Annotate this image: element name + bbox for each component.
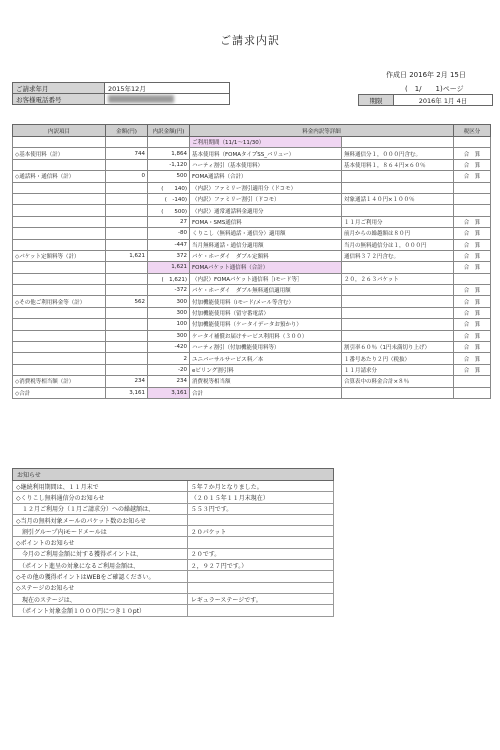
cell-detail: 割引率６０％（1円未満切り上げ） <box>342 342 454 353</box>
cell-detail <box>342 307 454 318</box>
cell-name: ハーティ割引（基本使用料） <box>190 159 342 170</box>
cell-item: ◇パケット定額料等（計） <box>13 250 106 261</box>
col-tax: 税区分 <box>454 125 491 137</box>
notice-value <box>187 514 333 525</box>
cell-name: くりこし（無料通話・通信分）適用額 <box>190 228 342 239</box>
cell-name: FOMA・SMS通信料 <box>190 216 342 227</box>
cell-detail: 合算表中の料金合計×８％ <box>342 376 454 387</box>
cell-amount: 3,161 <box>106 387 148 398</box>
cell-detail: 無料通信分１，０００円含む。 <box>342 148 454 159</box>
table-row <box>13 148 491 159</box>
cell-amount: 562 <box>106 296 148 307</box>
notice-value: ２，９２７円です。） <box>187 560 333 571</box>
cell-detail: １１月請求分 <box>342 364 454 375</box>
notice-title: お知らせ <box>13 469 334 481</box>
cell-detail <box>342 285 454 296</box>
cell-amount <box>106 239 148 250</box>
cell-item <box>13 239 106 250</box>
cell-sub: -447 <box>148 239 190 250</box>
cell-amount <box>106 228 148 239</box>
table-row <box>13 262 491 273</box>
table-row <box>13 364 491 375</box>
cell-amount <box>106 307 148 318</box>
cell-detail: 通信料３７２円含む。 <box>342 250 454 261</box>
cell-name: 合計 <box>190 387 342 398</box>
charges-header-row <box>13 125 491 137</box>
cell-sub: 234 <box>148 376 190 387</box>
cell-sub: ( -140) <box>148 193 190 204</box>
cell-amount: 0 <box>106 171 148 182</box>
cell-sub: 372 <box>148 250 190 261</box>
notice-row <box>13 514 334 525</box>
cell-item <box>13 330 106 341</box>
notice-row <box>13 571 334 582</box>
cell-amount <box>106 216 148 227</box>
table-row <box>13 353 491 364</box>
cell-sub: 1,621 <box>148 262 190 273</box>
cell-name: eビリング割引料 <box>190 364 342 375</box>
cell-tax <box>454 193 491 204</box>
cell-name: ハーティ割引（付加機能使用料等） <box>190 342 342 353</box>
cell-item <box>13 307 106 318</box>
cell-item <box>13 353 106 364</box>
cell-name: 消費税等相当額 <box>190 376 342 387</box>
cell-detail <box>342 319 454 330</box>
cell-tax <box>454 387 491 398</box>
cell-sub: 2 <box>148 353 190 364</box>
notice-row <box>13 560 334 571</box>
cell-name: 付加機能使用料（ケータイデータお預かり） <box>190 319 342 330</box>
notice-label: 今月のご利用金額に対する獲得ポイントは、 <box>13 548 188 559</box>
notice-value <box>187 582 333 593</box>
cell-sub: 27 <box>148 216 190 227</box>
cell-amount: 744 <box>106 148 148 159</box>
cell-sub: ( 1,621) <box>148 273 190 284</box>
cell-tax: 合 算 <box>454 296 491 307</box>
cell-detail: ２０，２６３パケット <box>342 273 454 284</box>
created-date: 作成日 2016年 2月 15日 <box>386 71 466 79</box>
cell-tax: 合 算 <box>454 353 491 364</box>
table-row <box>13 387 491 398</box>
cell-tax <box>454 376 491 387</box>
cell-sub: 1,864 <box>148 148 190 159</box>
cell-sub: -80 <box>148 228 190 239</box>
notice-label: ◇くりこし無料通信分のお知らせ <box>13 492 188 503</box>
cell-item <box>13 364 106 375</box>
notice-label: ◇ポイントのお知らせ <box>13 537 188 548</box>
cell-name: パケ・ホーダイ ダブル定額料 <box>190 250 342 261</box>
table-row <box>13 307 491 318</box>
cell-tax: 合 算 <box>454 239 491 250</box>
cell-sub <box>148 137 190 148</box>
cell-sub: ( 500) <box>148 205 190 216</box>
page-title: ご請求内訳 <box>220 34 280 47</box>
cell-tax <box>454 182 491 193</box>
cell-amount: 1,621 <box>106 250 148 261</box>
cell-amount <box>106 342 148 353</box>
table-row <box>13 342 491 353</box>
cell-detail: 対象通話１４０円×１００％ <box>342 193 454 204</box>
due-date-value: 2016年 1月 4日 <box>394 95 493 106</box>
table-row <box>13 171 491 182</box>
cell-sub: 100 <box>148 319 190 330</box>
notice-row <box>13 492 334 503</box>
notice-row <box>13 548 334 559</box>
table-row <box>13 285 491 296</box>
cell-item: ◇基本使用料（計） <box>13 148 106 159</box>
charges-table <box>12 124 491 399</box>
cell-tax: 合 算 <box>454 262 491 273</box>
cell-name: ご利用期間（11/1～11/30） <box>190 137 342 148</box>
cell-item <box>13 182 106 193</box>
cell-detail: １１月ご利用分 <box>342 216 454 227</box>
cell-amount <box>106 330 148 341</box>
notice-value: ２０パケット <box>187 526 333 537</box>
cell-name: 付加機能使用料（iモード/メール等含む） <box>190 296 342 307</box>
cell-tax: 合 算 <box>454 330 491 341</box>
cell-amount <box>106 205 148 216</box>
billing-info-table <box>12 82 230 105</box>
notice-row <box>13 481 334 492</box>
cell-sub: ( 140) <box>148 182 190 193</box>
notice-label: ◇その他の獲得ポイントはWEBをご確認ください。 <box>13 571 188 582</box>
notice-table <box>12 468 334 617</box>
table-row <box>13 239 491 250</box>
cell-name: パケ・ホーダイ ダブル無料通信適用額 <box>190 285 342 296</box>
cell-item <box>13 273 106 284</box>
notice-row <box>13 582 334 593</box>
cell-sub: 3,161 <box>148 387 190 398</box>
notice-label: 現在のステージは、 <box>13 593 188 604</box>
cell-name: （内訳）ファミリー割引（ドコモ） <box>190 193 342 204</box>
cell-detail <box>342 182 454 193</box>
cell-amount <box>106 193 148 204</box>
cell-detail <box>342 330 454 341</box>
notice-row <box>13 593 334 604</box>
phone-number-label: お客様電話番号 <box>13 94 105 105</box>
cell-item <box>13 193 106 204</box>
cell-item <box>13 228 106 239</box>
cell-sub: 500 <box>148 171 190 182</box>
notice-row <box>13 503 334 514</box>
cell-detail <box>342 262 454 273</box>
cell-item <box>13 159 106 170</box>
table-row <box>13 216 491 227</box>
cell-detail: １番号あたり２円（税抜） <box>342 353 454 364</box>
cell-amount <box>106 319 148 330</box>
cell-name: 当月無料通話・通信分適用額 <box>190 239 342 250</box>
notice-row <box>13 537 334 548</box>
notice-value: ５年７か月となりました。 <box>187 481 333 492</box>
notice-label: 割引グループ内iモードメールは <box>13 526 188 537</box>
cell-detail: 当月の無料通信分は１，０００円 <box>342 239 454 250</box>
table-row <box>13 330 491 341</box>
cell-amount <box>106 262 148 273</box>
table-row <box>13 137 491 148</box>
cell-detail <box>342 205 454 216</box>
notice-value: ２０です。 <box>187 548 333 559</box>
notice-label: （ポイント進呈の対象になるご利用金額は、 <box>13 560 188 571</box>
cell-detail <box>342 171 454 182</box>
cell-tax: 合 算 <box>454 216 491 227</box>
phone-number-value <box>105 94 230 105</box>
table-row <box>13 250 491 261</box>
cell-amount <box>106 182 148 193</box>
cell-sub: 300 <box>148 307 190 318</box>
cell-sub: -20 <box>148 364 190 375</box>
cell-tax: 合 算 <box>454 148 491 159</box>
billing-month-value: 2015年12月 <box>105 83 230 94</box>
col-amount: 金額(円) <box>106 125 148 137</box>
cell-amount <box>106 159 148 170</box>
cell-tax <box>454 205 491 216</box>
redacted-phone-mask <box>108 95 174 103</box>
notice-value <box>187 605 333 616</box>
cell-item <box>13 205 106 216</box>
table-row <box>13 159 491 170</box>
table-row <box>13 296 491 307</box>
cell-amount <box>106 364 148 375</box>
cell-detail: 基本使用料１，８６４円×６０％ <box>342 159 454 170</box>
cell-name: FOMA通話料（合計） <box>190 171 342 182</box>
notice-label: （ポイント対象金額１０００円につき１０pt） <box>13 605 188 616</box>
table-row <box>13 205 491 216</box>
cell-name: ユニバーサルサービス料／本 <box>190 353 342 364</box>
cell-name: FOMAパケット通信料（合計） <box>190 262 342 273</box>
table-row <box>13 376 491 387</box>
notice-row <box>13 526 334 537</box>
page-indicator: ( 1/ 1)ページ <box>405 85 464 93</box>
notice-value: レギュラーステージです。 <box>187 593 333 604</box>
cell-item: ◇その他ご利用料金等（計） <box>13 296 106 307</box>
cell-name: 付加機能使用料（留守番電話） <box>190 307 342 318</box>
col-subamount: 内訳金額(円) <box>148 125 190 137</box>
table-row <box>13 193 491 204</box>
cell-tax: 合 算 <box>454 171 491 182</box>
cell-tax: 合 算 <box>454 159 491 170</box>
cell-detail: 前月からの繰越額は８０円 <box>342 228 454 239</box>
cell-name: （内訳）ファミリー割引適用分（ドコモ） <box>190 182 342 193</box>
cell-item: ◇合計 <box>13 387 106 398</box>
due-date-label: 期限 <box>359 95 394 106</box>
table-row <box>13 319 491 330</box>
cell-amount: 234 <box>106 376 148 387</box>
col-detail: 料金内訳等詳細 <box>190 125 454 137</box>
billing-month-label: ご請求年月 <box>13 83 105 94</box>
cell-amount <box>106 273 148 284</box>
cell-item: ◇消費税等相当額（計） <box>13 376 106 387</box>
cell-tax: 合 算 <box>454 250 491 261</box>
cell-tax: 合 算 <box>454 228 491 239</box>
cell-amount <box>106 285 148 296</box>
cell-item <box>13 285 106 296</box>
cell-item: ◇通話料・通信料（計） <box>13 171 106 182</box>
cell-tax: 合 算 <box>454 364 491 375</box>
table-row <box>13 273 491 284</box>
cell-tax: 合 算 <box>454 319 491 330</box>
cell-sub: -372 <box>148 285 190 296</box>
cell-name: ケータイ補償お届けサービス利用料（３００） <box>190 330 342 341</box>
cell-amount <box>106 137 148 148</box>
cell-amount <box>106 353 148 364</box>
cell-tax: 合 算 <box>454 342 491 353</box>
cell-item <box>13 216 106 227</box>
notice-label: ◇継続利用期間は、１１月末で <box>13 481 188 492</box>
billing-month-row <box>13 83 230 94</box>
notice-value <box>187 571 333 582</box>
cell-item <box>13 319 106 330</box>
notice-value <box>187 537 333 548</box>
cell-tax: 合 算 <box>454 285 491 296</box>
cell-detail <box>342 387 454 398</box>
cell-sub: 300 <box>148 330 190 341</box>
cell-name: （内訳）通常通話料金適用分 <box>190 205 342 216</box>
cell-detail <box>342 296 454 307</box>
col-item: 内訳項目 <box>13 125 106 137</box>
table-row <box>13 182 491 193</box>
notice-label: １２月ご利用分（１月ご請求分）への繰越額は、 <box>13 503 188 514</box>
cell-name: 基本使用料（FOMAタイプSS_バリュー） <box>190 148 342 159</box>
cell-sub: -420 <box>148 342 190 353</box>
cell-item <box>13 137 106 148</box>
cell-detail <box>342 137 454 148</box>
cell-tax <box>454 137 491 148</box>
cell-tax: 合 算 <box>454 307 491 318</box>
cell-item <box>13 262 106 273</box>
table-row <box>13 228 491 239</box>
notice-value: （２０１５年１１月末現在） <box>187 492 333 503</box>
phone-number-row <box>13 94 230 105</box>
notice-label: ◇当月の無料対象メールのパケット数のお知らせ <box>13 514 188 525</box>
notice-value: ５５３円です。 <box>187 503 333 514</box>
cell-name: （内訳）FOMAパケット通信料［iモード等］ <box>190 273 342 284</box>
cell-sub: -1,120 <box>148 159 190 170</box>
notice-row <box>13 605 334 616</box>
cell-sub: 300 <box>148 296 190 307</box>
cell-tax <box>454 273 491 284</box>
cell-item <box>13 342 106 353</box>
due-date-table <box>358 94 493 106</box>
notice-label: ◇ステージのお知らせ <box>13 582 188 593</box>
